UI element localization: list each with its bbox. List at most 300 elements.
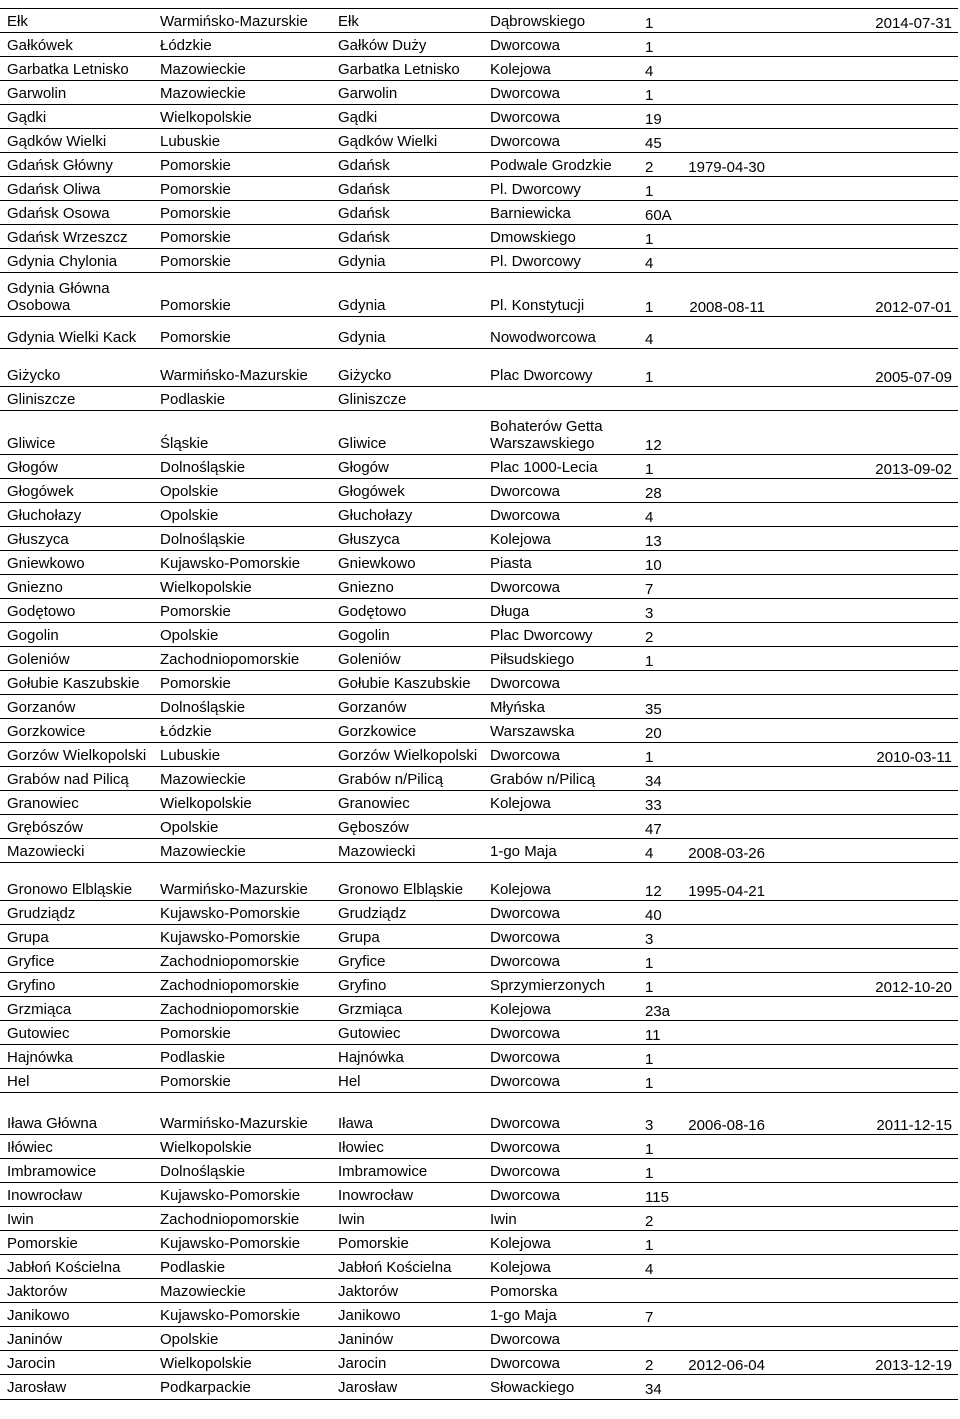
table-row (0, 1182, 958, 1207)
cell-street: Dworcowa (490, 953, 561, 970)
cell-voivodeship: Podkarpackie (160, 1379, 251, 1396)
cell-street: Dworcowa (490, 1115, 561, 1132)
cell-station: Głuchołazy (7, 507, 82, 524)
cell-street: Dworcowa (490, 579, 561, 596)
cell-number: 20 (645, 725, 662, 742)
table-row (0, 996, 958, 1021)
cell-voivodeship: Zachodniopomorskie (160, 651, 300, 668)
cell-station: Gdańsk Wrzeszcz (7, 229, 128, 246)
cell-voivodeship: Kujawsko-Pomorskie (160, 1187, 301, 1204)
cell-voivodeship: Warmińsko-Mazurskie (160, 13, 308, 30)
cell-street: Dworcowa (490, 507, 561, 524)
cell-voivodeship: Mazowieckie (160, 1283, 246, 1300)
cell-number: 115 (645, 1189, 669, 1206)
table-row (0, 1158, 958, 1183)
cell-town: Iwin (338, 1211, 365, 1228)
cell-number: 1 (645, 1051, 654, 1068)
table-row (0, 574, 958, 599)
cell-town: Gałków Duży (338, 37, 427, 54)
table-row (0, 550, 958, 575)
table-row (0, 526, 958, 551)
cell-street: Dmowskiego (490, 229, 576, 246)
cell-town: Gdynia (338, 329, 386, 346)
cell-voivodeship: Pomorskie (160, 181, 231, 198)
cell-number: 35 (645, 701, 662, 718)
cell-station: Gdynia Główna Osobowa (7, 280, 110, 314)
cell-town: Grupa (338, 929, 380, 946)
cell-street: Dworcowa (490, 1355, 561, 1372)
cell-voivodeship: Warmińsko-Mazurskie (160, 1115, 308, 1132)
table-row (0, 1230, 958, 1255)
cell-number: 1 (645, 461, 654, 478)
cell-street: Nowodworcowa (490, 329, 596, 346)
cell-voivodeship: Wielkopolskie (160, 1139, 252, 1156)
cell-town: Inowrocław (338, 1187, 414, 1204)
table-row (0, 200, 958, 225)
table-row (0, 900, 958, 925)
cell-station: Pomorskie (7, 1235, 78, 1252)
cell-closed: 2011-12-15 (876, 1117, 952, 1134)
cell-station: Hajnówka (7, 1049, 73, 1066)
cell-number: 7 (645, 581, 654, 598)
cell-street: Dworcowa (490, 675, 561, 692)
cell-voivodeship: Podlaskie (160, 1049, 226, 1066)
cell-station: Gryfice (7, 953, 55, 970)
cell-station: Gniewkowo (7, 555, 85, 572)
table-row (0, 924, 958, 949)
cell-closed: 2013-09-02 (875, 461, 952, 478)
cell-town: Gęboszów (338, 819, 409, 836)
cell-station: Gryfino (7, 977, 56, 994)
cell-town: Gdańsk (338, 157, 390, 174)
table-row (0, 348, 958, 387)
cell-town: Pomorskie (338, 1235, 409, 1252)
cell-town: Gogolin (338, 627, 390, 644)
cell-station: Gdańsk Główny (7, 157, 113, 174)
cell-number: 4 (645, 255, 654, 272)
cell-station: Grudziądz (7, 905, 76, 922)
cell-town: Gądki (338, 109, 378, 126)
cell-voivodeship: Wielkopolskie (160, 579, 252, 596)
cell-voivodeship: Pomorskie (160, 1025, 231, 1042)
cell-town: Granowiec (338, 795, 410, 812)
cell-town: Jarocin (338, 1355, 387, 1372)
table-row (0, 742, 958, 767)
cell-number: 4 (645, 1261, 654, 1278)
cell-station: Gorzanów (7, 699, 76, 716)
cell-town: Jabłoń Kościelna (338, 1259, 452, 1276)
cell-number: 45 (645, 135, 662, 152)
table-row (0, 1020, 958, 1045)
cell-voivodeship: Pomorskie (160, 157, 231, 174)
cell-town: Głogówek (338, 483, 405, 500)
cell-street: Kolejowa (490, 61, 551, 78)
cell-number: 1 (645, 1237, 654, 1254)
cell-town: Gdańsk (338, 181, 390, 198)
cell-street: Pl. Konstytucji (490, 297, 585, 314)
cell-station: Głogówek (7, 483, 74, 500)
table-row (0, 948, 958, 973)
cell-station: Garwolin (7, 85, 67, 102)
cell-station: Grzmiąca (7, 1001, 72, 1018)
table-row (0, 766, 958, 791)
cell-station: Godętowo (7, 603, 76, 620)
cell-station: Giżycko (7, 367, 61, 384)
cell-street: Dąbrowskiego (490, 13, 586, 30)
cell-number: 40 (645, 907, 662, 924)
table-row (0, 502, 958, 527)
cell-number: 2 (645, 1357, 654, 1374)
table-row (0, 1044, 958, 1069)
cell-street: Bohaterów Getta Warszawskiego (490, 418, 603, 452)
cell-station: Gdynia Chylonia (7, 253, 118, 270)
table-row (0, 718, 958, 743)
cell-voivodeship: Pomorskie (160, 1073, 231, 1090)
cell-street: Grabów n/Pilicą (490, 771, 596, 788)
table-row (0, 1092, 958, 1135)
cell-station: Grupa (7, 929, 49, 946)
cell-number: 34 (645, 1381, 662, 1398)
cell-station: Gronowo Elbląskie (7, 881, 133, 898)
cell-voivodeship: Mazowieckie (160, 771, 246, 788)
table-row (0, 694, 958, 719)
cell-street: 1-go Maja (490, 1307, 557, 1324)
cell-street: Dworcowa (490, 929, 561, 946)
cell-station: Iława Główna (7, 1115, 98, 1132)
cell-station: Janinów (7, 1331, 63, 1348)
cell-opened: 1995-04-21 (688, 883, 765, 900)
cell-town: Giżycko (338, 367, 392, 384)
cell-street: Iwin (490, 1211, 517, 1228)
cell-street: Kolejowa (490, 1001, 551, 1018)
cell-station: Imbramowice (7, 1163, 97, 1180)
cell-voivodeship: Kujawsko-Pomorskie (160, 929, 301, 946)
cell-number: 12 (645, 437, 662, 454)
cell-closed: 2012-07-01 (875, 299, 952, 316)
cell-number: 4 (645, 845, 654, 862)
cell-street: Dworcowa (490, 1163, 561, 1180)
cell-station: Gołubie Kaszubskie (7, 675, 140, 692)
cell-town: Głogów (338, 459, 389, 476)
table-row (0, 1302, 958, 1327)
cell-voivodeship: Mazowieckie (160, 61, 246, 78)
cell-street: Dworcowa (490, 1187, 561, 1204)
cell-station: Głuszyca (7, 531, 69, 548)
cell-number: 2 (645, 159, 654, 176)
cell-station: Jarosław (7, 1379, 67, 1396)
cell-town: Grudziądz (338, 905, 407, 922)
cell-number: 1 (645, 299, 654, 316)
cell-voivodeship: Kujawsko-Pomorskie (160, 1235, 301, 1252)
cell-town: Głuszyca (338, 531, 400, 548)
cell-number: 1 (645, 39, 654, 56)
cell-street: Kolejowa (490, 1235, 551, 1252)
cell-station: Gądki (7, 109, 47, 126)
cell-voivodeship: Lubuskie (160, 747, 221, 764)
cell-number: 47 (645, 821, 662, 838)
cell-station: Gądków Wielki (7, 133, 107, 150)
table-row (0, 224, 958, 249)
cell-street: Dworcowa (490, 1049, 561, 1066)
cell-street: Plac Dworcowy (490, 627, 593, 644)
cell-town: Gniewkowo (338, 555, 416, 572)
table-row (0, 790, 958, 815)
cell-station: Grębószów (7, 819, 83, 836)
cell-town: Gronowo Elbląskie (338, 881, 464, 898)
cell-voivodeship: Dolnośląskie (160, 1163, 246, 1180)
cell-voivodeship: Warmińsko-Mazurskie (160, 881, 308, 898)
table-row (0, 814, 958, 839)
cell-voivodeship: Pomorskie (160, 229, 231, 246)
cell-number: 10 (645, 557, 662, 574)
cell-number: 1 (645, 231, 654, 248)
cell-voivodeship: Kujawsko-Pomorskie (160, 905, 301, 922)
cell-number: 4 (645, 509, 654, 526)
cell-number: 13 (645, 533, 662, 550)
cell-number: 7 (645, 1309, 654, 1326)
cell-station: Grabów nad Pilicą (7, 771, 129, 788)
cell-opened: 1979-04-30 (688, 159, 765, 176)
cell-voivodeship: Opolskie (160, 483, 219, 500)
cell-number: 34 (645, 773, 662, 790)
cell-station: Gniezno (7, 579, 63, 596)
cell-town: Goleniów (338, 651, 401, 668)
cell-voivodeship: Opolskie (160, 819, 219, 836)
cell-town: Mazowiecki (338, 843, 416, 860)
table-row (0, 80, 958, 105)
cell-town: Ełk (338, 13, 359, 30)
cell-number: 1 (645, 87, 654, 104)
cell-station: Iwin (7, 1211, 34, 1228)
cell-street: Młyńska (490, 699, 546, 716)
cell-town: Janinów (338, 1331, 394, 1348)
cell-number: 11 (645, 1027, 661, 1044)
cell-station: Jaktorów (7, 1283, 68, 1300)
cell-town: Iława (338, 1115, 374, 1132)
cell-town: Hel (338, 1073, 361, 1090)
cell-voivodeship: Śląskie (160, 435, 209, 452)
table-row (0, 1326, 958, 1351)
cell-town: Gdańsk (338, 205, 390, 222)
cell-street: Dworcowa (490, 133, 561, 150)
cell-number: 1 (645, 955, 654, 972)
cell-town: Jaktorów (338, 1283, 399, 1300)
cell-voivodeship: Zachodniopomorskie (160, 953, 300, 970)
cell-town: Gniezno (338, 579, 394, 596)
table-row (0, 1206, 958, 1231)
table-row (0, 646, 958, 671)
cell-street: Dworcowa (490, 1139, 561, 1156)
cell-number: 3 (645, 931, 654, 948)
cell-opened: 2012-06-04 (688, 1357, 765, 1374)
cell-voivodeship: Lubuskie (160, 133, 221, 150)
cell-voivodeship: Wielkopolskie (160, 1355, 252, 1372)
cell-street: Dworcowa (490, 1331, 561, 1348)
table-row (0, 272, 958, 317)
cell-town: Gryfino (338, 977, 387, 994)
cell-voivodeship: Warmińsko-Mazurskie (160, 367, 308, 384)
cell-town: Garbatka Letnisko (338, 61, 460, 78)
cell-station: Gałkówek (7, 37, 73, 54)
cell-voivodeship: Kujawsko-Pomorskie (160, 1307, 301, 1324)
cell-number: 1 (645, 1165, 654, 1182)
cell-number: 1 (645, 183, 654, 200)
table-row (0, 862, 958, 901)
cell-street: Kolejowa (490, 881, 551, 898)
cell-town: Gdańsk (338, 229, 390, 246)
cell-voivodeship: Dolnośląskie (160, 459, 246, 476)
cell-street: Kolejowa (490, 531, 551, 548)
cell-opened: 2008-03-26 (688, 845, 765, 862)
cell-town: Gliniszcze (338, 391, 407, 408)
table-row (0, 152, 958, 177)
cell-voivodeship: Zachodniopomorskie (160, 977, 300, 994)
cell-voivodeship: Kujawsko-Pomorskie (160, 555, 301, 572)
table-row (0, 8, 958, 33)
cell-voivodeship: Pomorskie (160, 297, 231, 314)
table-row (0, 1374, 958, 1400)
cell-station: Janikowo (7, 1307, 70, 1324)
cell-station: Gdynia Wielki Kack (7, 329, 137, 346)
table-row (0, 128, 958, 153)
cell-voivodeship: Opolskie (160, 627, 219, 644)
cell-number: 12 (645, 883, 662, 900)
table-row (0, 248, 958, 273)
cell-town: Gorzanów (338, 699, 407, 716)
cell-voivodeship: Pomorskie (160, 603, 231, 620)
cell-station: Głogów (7, 459, 58, 476)
cell-town: Gorzów Wielkopolski (338, 747, 478, 764)
cell-voivodeship: Podlaskie (160, 1259, 226, 1276)
cell-number: 60A (645, 207, 672, 224)
table-row (0, 1068, 958, 1093)
cell-number: 2 (645, 629, 654, 646)
cell-town: Janikowo (338, 1307, 401, 1324)
cell-number: 4 (645, 331, 654, 348)
cell-town: Gorzkowice (338, 723, 417, 740)
cell-street: Piasta (490, 555, 532, 572)
table-row (0, 386, 958, 411)
cell-station: Hel (7, 1073, 30, 1090)
cell-closed: 2012-10-20 (875, 979, 952, 996)
cell-voivodeship: Podlaskie (160, 391, 226, 408)
cell-station: Inowrocław (7, 1187, 83, 1204)
cell-station: Gliwice (7, 435, 56, 452)
cell-station: Gdańsk Osowa (7, 205, 110, 222)
cell-street: Długa (490, 603, 530, 620)
cell-street: Dworcowa (490, 37, 561, 54)
cell-number: 1 (645, 369, 654, 386)
cell-street: Piłsudskiego (490, 651, 575, 668)
cell-street: Barniewicka (490, 205, 571, 222)
cell-town: Imbramowice (338, 1163, 428, 1180)
cell-town: Jarosław (338, 1379, 398, 1396)
cell-town: Gryfice (338, 953, 386, 970)
cell-voivodeship: Opolskie (160, 1331, 219, 1348)
cell-voivodeship: Łódzkie (160, 723, 212, 740)
cell-station: Gogolin (7, 627, 59, 644)
table-row (0, 1278, 958, 1303)
cell-station: Gdańsk Oliwa (7, 181, 101, 198)
cell-street: Sprzymierzonych (490, 977, 606, 994)
cell-voivodeship: Wielkopolskie (160, 795, 252, 812)
cell-voivodeship: Opolskie (160, 507, 219, 524)
table-row (0, 972, 958, 997)
cell-closed: 2005-07-09 (875, 369, 952, 386)
table-row (0, 316, 958, 349)
cell-voivodeship: Mazowieckie (160, 843, 246, 860)
cell-voivodeship: Pomorskie (160, 329, 231, 346)
cell-voivodeship: Dolnośląskie (160, 699, 246, 716)
cell-opened: 2008-08-11 (689, 299, 765, 316)
cell-number: 1 (645, 1075, 654, 1092)
cell-station: Iłówiec (7, 1139, 53, 1156)
cell-number: 1 (645, 15, 654, 32)
cell-closed: 2013-12-19 (875, 1357, 952, 1374)
cell-voivodeship: Dolnośląskie (160, 531, 246, 548)
cell-closed: 2010-03-11 (876, 749, 952, 766)
cell-opened: 2006-08-16 (688, 1117, 765, 1134)
cell-town: Gdynia (338, 297, 386, 314)
cell-street: Pomorska (490, 1283, 558, 1300)
cell-station: Ełk (7, 13, 28, 30)
cell-number: 2 (645, 1213, 654, 1230)
cell-number: 33 (645, 797, 662, 814)
cell-street: Dworcowa (490, 109, 561, 126)
cell-station: Gorzów Wielkopolski (7, 747, 147, 764)
cell-town: Gutowiec (338, 1025, 401, 1042)
cell-voivodeship: Wielkopolskie (160, 109, 252, 126)
cell-voivodeship: Pomorskie (160, 253, 231, 270)
cell-street: Dworcowa (490, 85, 561, 102)
cell-town: Godętowo (338, 603, 407, 620)
cell-street: Kolejowa (490, 795, 551, 812)
cell-station: Gutowiec (7, 1025, 70, 1042)
cell-street: Plac Dworcowy (490, 367, 593, 384)
cell-town: Gądków Wielki (338, 133, 438, 150)
cell-town: Głuchołazy (338, 507, 413, 524)
cell-street: Plac 1000-Lecia (490, 459, 598, 476)
table-row (0, 478, 958, 503)
cell-voivodeship: Pomorskie (160, 675, 231, 692)
cell-number: 23a (645, 1003, 671, 1020)
cell-street: Słowackiego (490, 1379, 575, 1396)
cell-closed: 2014-07-31 (875, 15, 952, 32)
cell-number: 19 (645, 111, 662, 128)
cell-number: 3 (645, 1117, 654, 1134)
cell-station: Goleniów (7, 651, 70, 668)
table-row (0, 32, 958, 57)
cell-street: Podwale Grodzkie (490, 157, 612, 174)
cell-number: 1 (645, 749, 654, 766)
cell-street: Kolejowa (490, 1259, 551, 1276)
cell-town: Iłowiec (338, 1139, 384, 1156)
cell-street: Pl. Dworcowy (490, 181, 581, 198)
cell-number: 28 (645, 485, 662, 502)
cell-town: Grabów n/Pilicą (338, 771, 444, 788)
cell-voivodeship: Mazowieckie (160, 85, 246, 102)
cell-number: 1 (645, 653, 654, 670)
cell-station: Garbatka Letnisko (7, 61, 129, 78)
cell-street: Pl. Dworcowy (490, 253, 581, 270)
cell-station: Mazowiecki (7, 843, 85, 860)
cell-street: Warszawska (490, 723, 575, 740)
table-row (0, 56, 958, 81)
cell-number: 1 (645, 979, 654, 996)
table-row (0, 838, 958, 863)
table-row (0, 598, 958, 623)
cell-town: Gliwice (338, 435, 387, 452)
